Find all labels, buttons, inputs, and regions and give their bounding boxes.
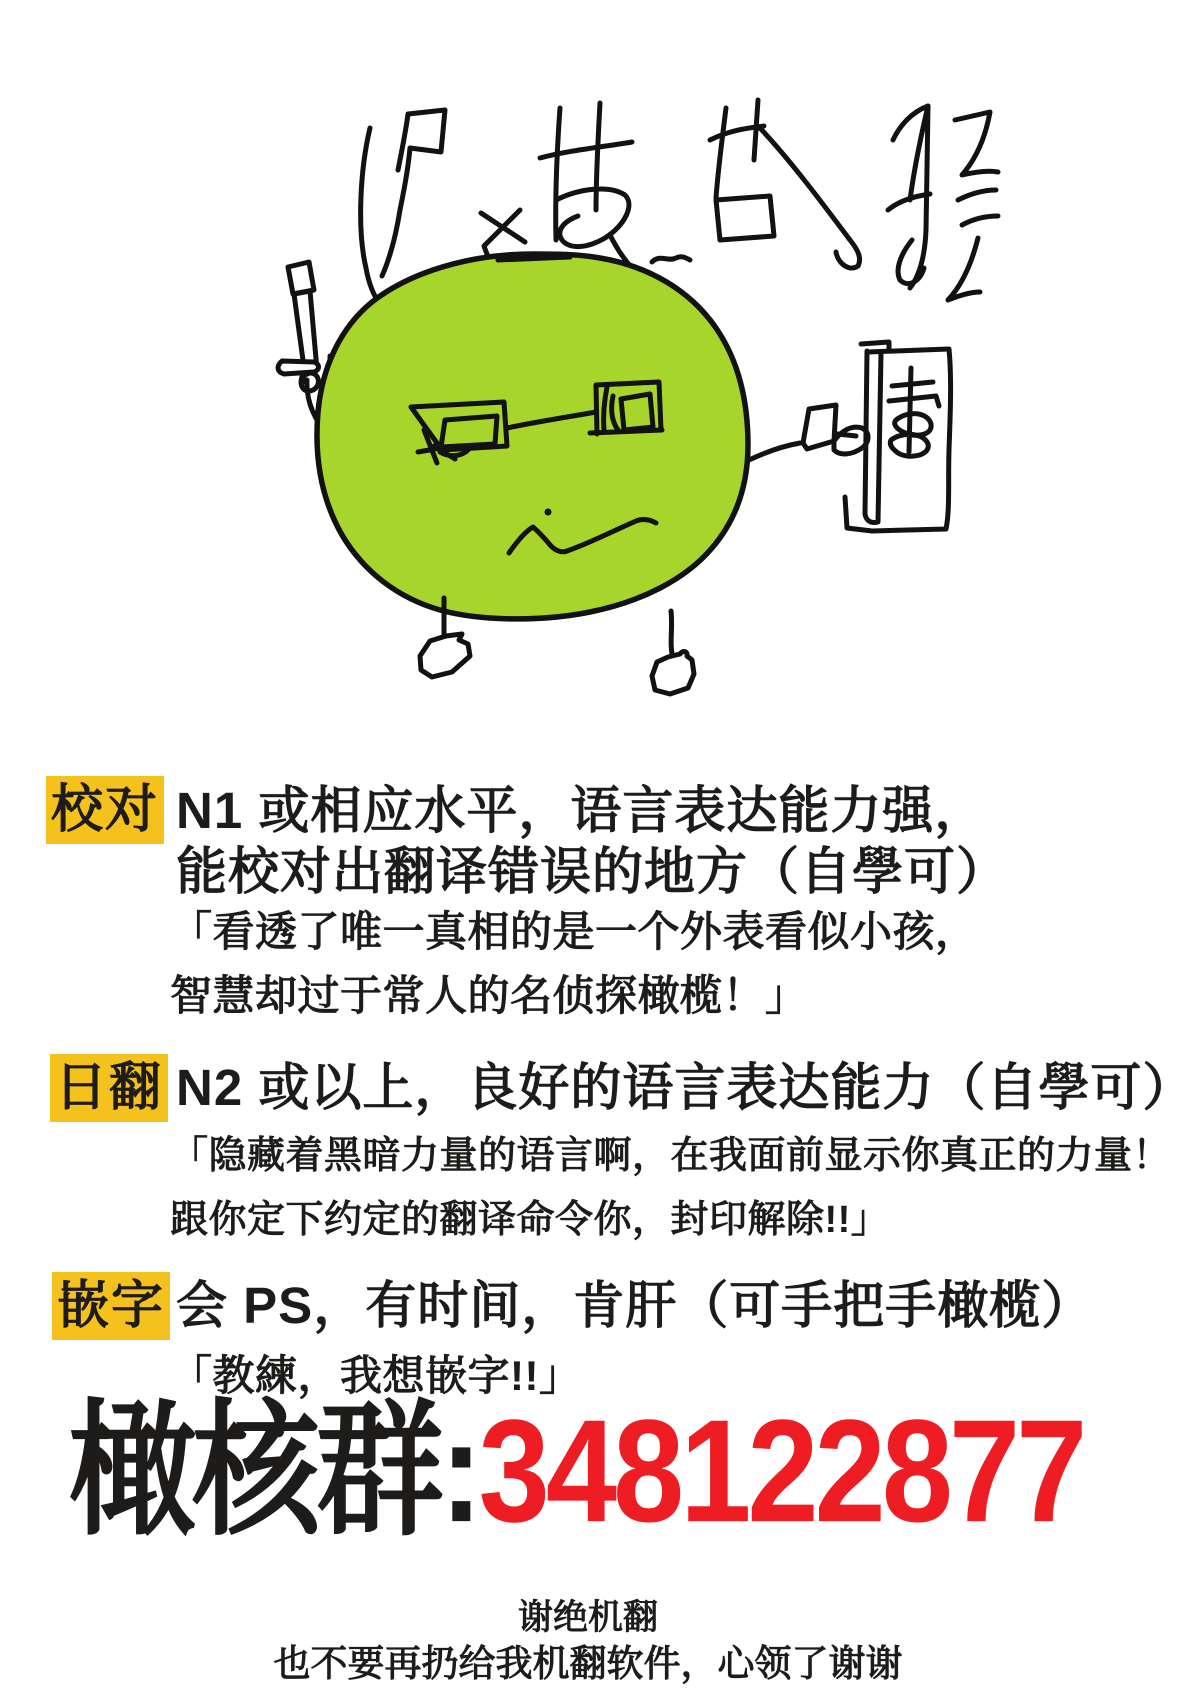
right-shoe bbox=[652, 652, 694, 694]
olive-body bbox=[317, 254, 748, 619]
proofread-quote-line-2: 智慧却过于常人的名侦探橄榄！」 bbox=[170, 972, 808, 1019]
group-label: 橄核群: bbox=[68, 1390, 479, 1554]
group-number-line bbox=[68, 1392, 1083, 1553]
proofread-requirement-line-2: 能校对出翻译错误的地方（自學可） bbox=[176, 843, 1009, 900]
notepad-icon bbox=[749, 342, 951, 531]
section-label-translator: 日翻 bbox=[50, 1054, 168, 1122]
footer-note-line-2: 也不要再扔给我机翻软件，心领了谢谢 bbox=[273, 1643, 903, 1684]
olive-character-doodle bbox=[278, 254, 951, 694]
proofread-requirement-line-1: N1 或相应水平，语言表达能力强， bbox=[176, 782, 987, 839]
translator-quote-line-2: 跟你定下约定的翻译命令你，封印解除!!」 bbox=[170, 1199, 890, 1241]
section-label-proofread: 校对 bbox=[46, 776, 164, 844]
typeset-requirement-line-1: 会 PS，有时间，肯肝（可手把手橄榄） bbox=[176, 1277, 1094, 1334]
translator-quote-line-1: 「隐藏着黑暗力量的语言啊，在我面前显示你真正的力量！ bbox=[170, 1135, 1172, 1177]
typeset-quote-line-1: 「教練，我想嵌字!!」 bbox=[170, 1352, 582, 1399]
doodle-drawing bbox=[0, 0, 1200, 730]
group-number: 348122877 bbox=[478, 1390, 1084, 1554]
proofread-quote-line-1: 「看透了唯一真相的是一个外表看似小孩， bbox=[170, 908, 978, 955]
footer-note-line-1: 谢绝机翻 bbox=[517, 1598, 658, 1637]
section-label-typeset: 嵌字 bbox=[52, 1272, 170, 1340]
left-shoe bbox=[420, 634, 470, 677]
nose-dot bbox=[545, 509, 552, 516]
translator-requirement-line-1: N2 或以上，良好的语言表达能力（自學可） bbox=[176, 1059, 1195, 1116]
